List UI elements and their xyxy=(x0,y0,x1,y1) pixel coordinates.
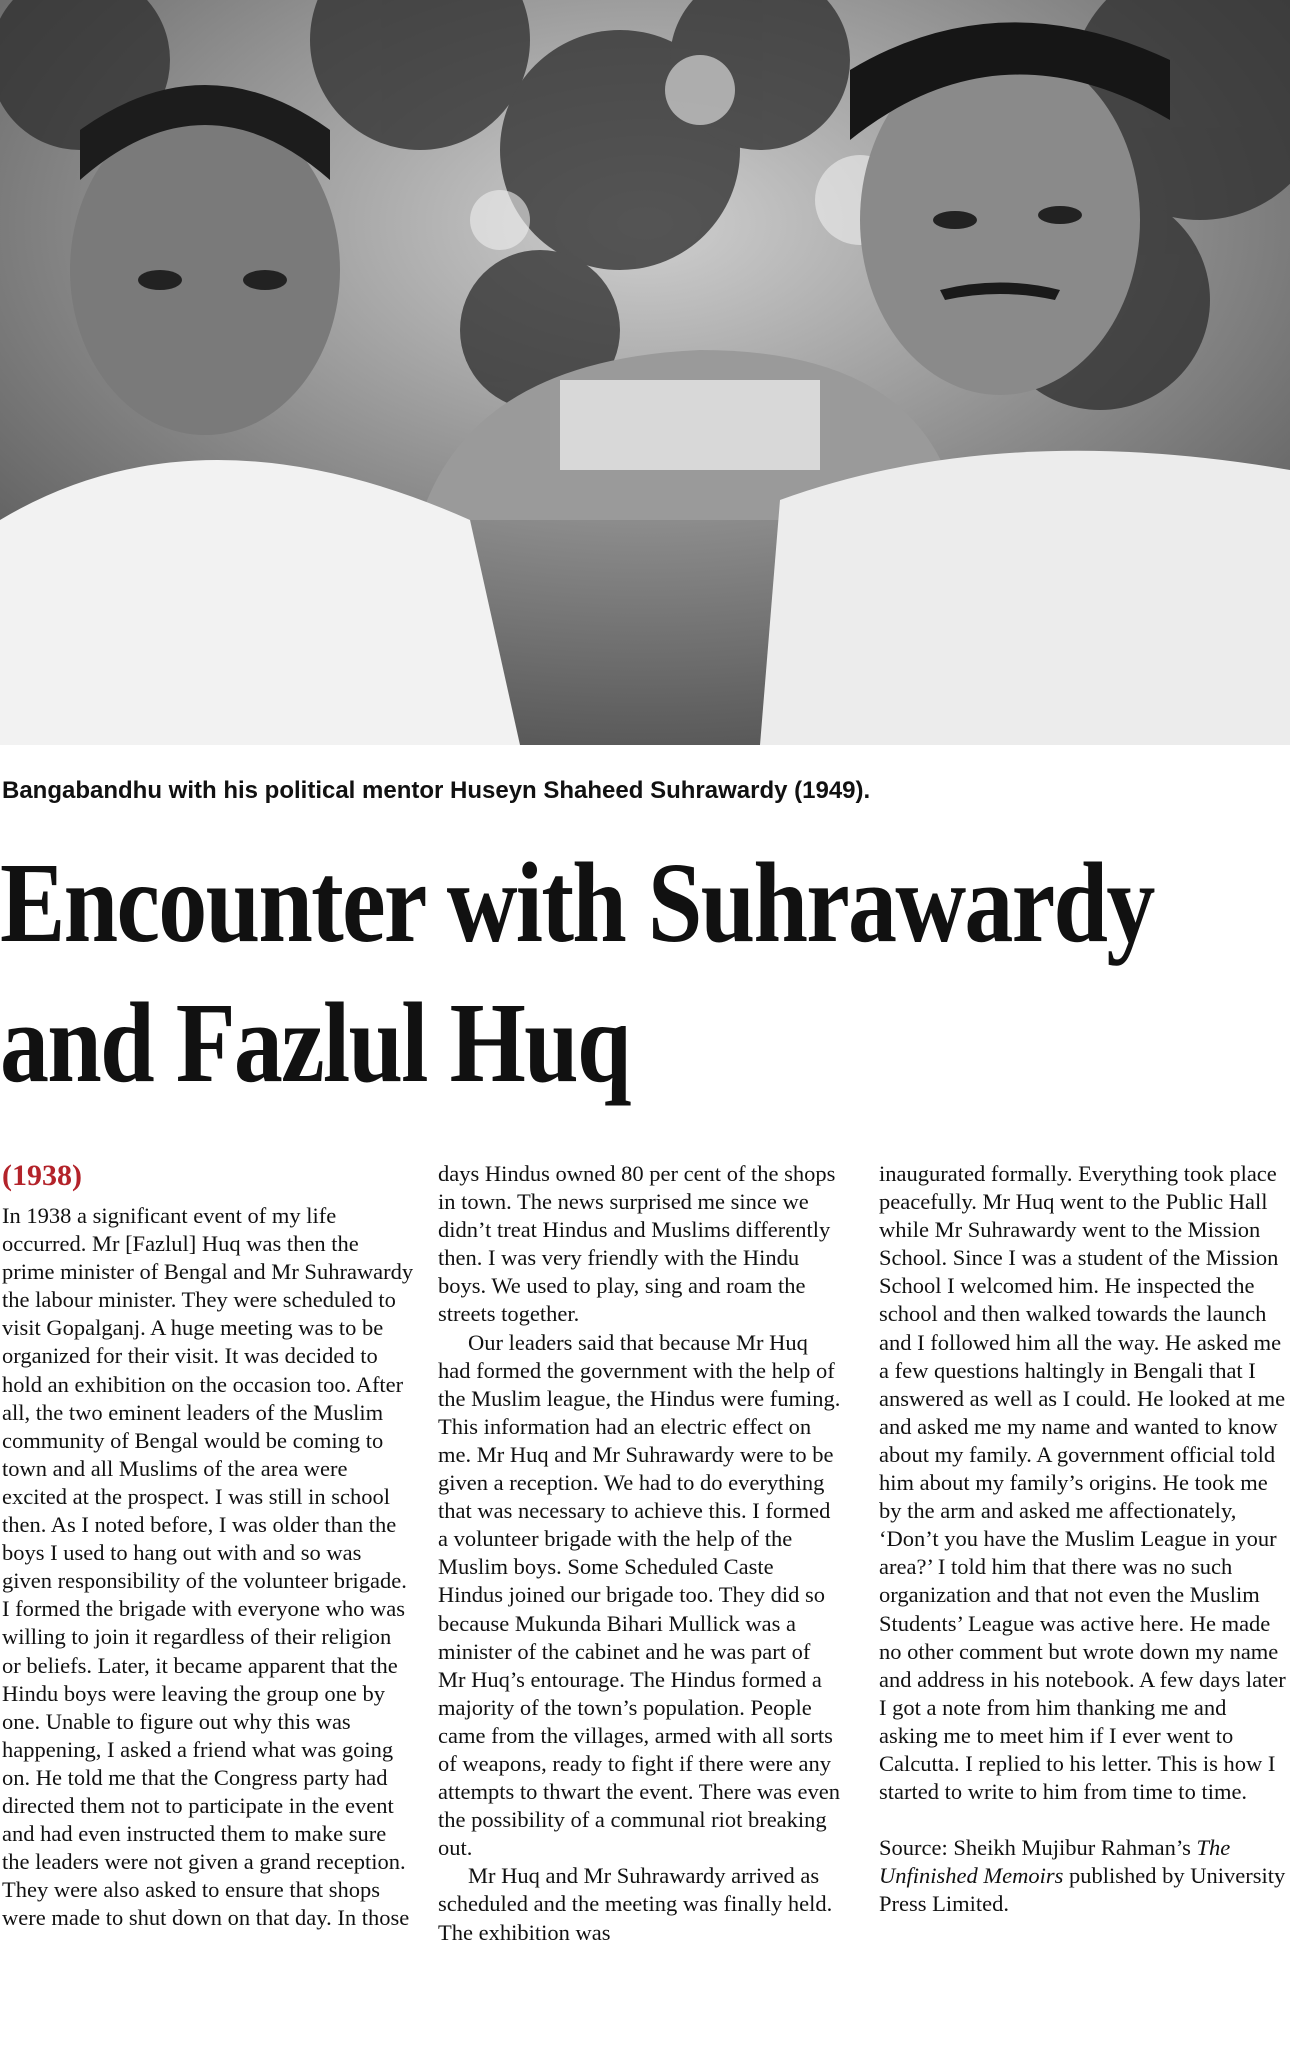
article-headline xyxy=(0,833,1154,1113)
photograph-icon xyxy=(0,0,1290,745)
article-column-3 xyxy=(879,1160,1287,1918)
photo-caption: Bangabandhu with his political mentor Huseyn Shaheed Suhrawardy (1949). xyxy=(2,777,871,804)
paragraph: days Hindus owned 80 per cent of the shops in town. The news surprised me since we didn’t treat Hindus and Muslims differently then. I was very friendly with the Hindu boys. We used to play, sing and roam the streets together. xyxy=(438,1161,836,1327)
paragraph: In 1938 a significant event of my life occurred. Mr [Fazlul] Huq was then the prime minister of Bengal and Mr Suhrawardy the labour minister. They were scheduled to visit Gopalganj. A huge meeting was to be organized for their visit. It was decided to hold an exhibition on the occasion too. After all, the two eminent leaders of the Muslim community of Bengal would be coming to town and all Muslims of the area were excited at the prospect. I was still in school then. As I noted before, I was older than the boys I used to hang out with and so was given responsibility of the volunteer brigade. I formed the brigade with everyone who was willing to join it regardless of their religion or beliefs. Later, it became apparent that the Hindu boys were leaving the group one by one. Unable to figure out why this was happening, I asked a friend what was going on. He told me that the Congress party had directed them not to participate in the event and had even instructed them to make sure the leaders were not given a grand reception. They were also asked to ensure that shops were made to shut down on that day. In those xyxy=(2,1203,414,1931)
year-label: (1938) xyxy=(2,1159,82,1192)
source-prefix: Source: Sheikh Mujibur Rahman’s xyxy=(879,1835,1191,1861)
headline-line-1: Encounter with Suhrawardy xyxy=(0,839,1154,966)
paragraph: Mr Huq and Mr Suhrawardy arrived as scheduled and the meeting was finally held. The exhibition was xyxy=(438,1863,833,1945)
source-book-title: The Unfinished Memoirs xyxy=(879,1835,1231,1889)
headline-line-2: and Fazlul Huq xyxy=(0,979,630,1106)
source-credit xyxy=(879,1834,1287,1918)
article-photo xyxy=(0,0,1290,745)
article-column-1 xyxy=(2,1202,414,1932)
paragraph: inaugurated formally. Everything took place peacefully. Mr Huq went to the Public Hall while Mr Suhrawardy went to the Mission School. Since I was a student of the Mission School I welcomed him. He inspected the school and then walked towards the launch and I followed him all the way. He asked me a few questions haltingly in Bengali that I answered as well as I could. He looked at me and asked me my name and wanted to know about my family. A government official told him about my family’s origins. He took me by the arm and asked me affectionately, ‘Don’t you have the Muslim League in your area?’ I told him that there was no such organization and that not even the Muslim Students’ League was active here. He made no other comment but wrote down my name and address in his notebook. A few days later I got a note from him thanking me and asking me to meet him if I ever went to Calcutta. I replied to his letter. This is how I started to write to him from time to time. xyxy=(879,1161,1286,1805)
source-suffix: published by University Press Limited. xyxy=(879,1863,1286,1917)
article-column-2 xyxy=(438,1160,842,1947)
paragraph: Our leaders said that because Mr Huq had formed the government with the help of the Muslim league, the Hindus were fuming. This information had an electric effect on me. Mr Huq and Mr Suhrawardy were to be given a reception. We had to do everything that was necessary to achieve this. I formed a volunteer brigade with the help of the Muslim boys. Some Scheduled Caste Hindus joined our brigade too. They did so because Mukunda Bihari Mullick was a minister of the cabinet and he was part of Mr Huq’s entourage. The Hindus formed a majority of the town’s population. People came from the villages, armed with all sorts of weapons, ready to fight if there were any attempts to thwart the event. There was even the possibility of a communal riot breaking out. xyxy=(438,1329,841,1861)
